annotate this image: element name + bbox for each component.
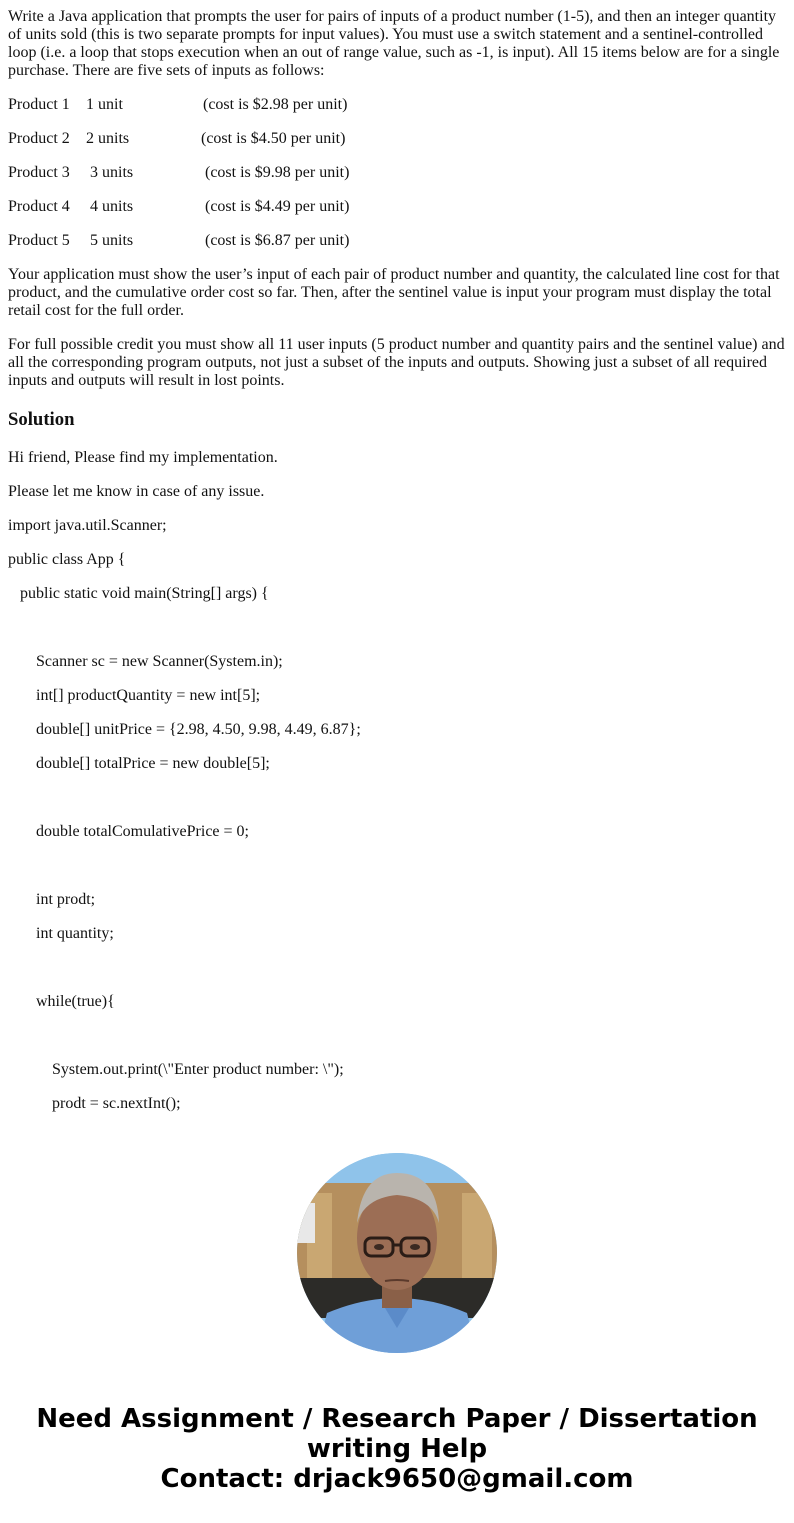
product-row-3 [8, 164, 350, 182]
banner-line-2: writing Help [306, 1434, 488, 1464]
product-qty: 5 units [90, 232, 134, 249]
product-qty: 1 unit [86, 96, 123, 113]
product-name: Product 2 [8, 130, 70, 147]
requirements-paragraph: Your application must show the user’s input of each pair of product number and quantity, the calculated line cost for that product, and the cumulative order cost so far. Then, after the sentinel value is input your program must display the total retail cost for the full order. [8, 266, 780, 319]
banner-contact: Contact: drjack9650@gmail.com [160, 1464, 634, 1494]
code-line: double[] unitPrice = {2.98, 4.50, 9.98, 4.49, 6.87}; [36, 721, 361, 738]
code-line: public class App { [8, 551, 126, 568]
solution-heading: Solution [8, 409, 75, 430]
product-cost: (cost is $9.98 per unit) [205, 164, 350, 181]
code-line: double[] totalPrice = new double[5]; [36, 755, 270, 772]
credit-paragraph: For full possible credit you must show all 11 user inputs (5 product number and quantity pairs and the sentinel value) and all the corresponding program outputs, not just a subset of the inputs and outputs. Showing just a subset of all required inputs and outputs will result in lost points. [8, 336, 785, 389]
code-line: import java.util.Scanner; [8, 517, 167, 534]
banner-line-1: Need Assignment / Research Paper / Dissertation [36, 1404, 758, 1434]
question-intro: Write a Java application that prompts the user for pairs of inputs of a product number (1-5), and then an integer quantity of units sold (this is two separate prompts for input values). You must use a switch statement and a sentinel-controlled loop (i.e. a loop that stops execution when an out of range value, such as -1, is input). All 15 items below are for a single purchase. There are five sets of inputs as follows: [8, 8, 780, 79]
code-line: System.out.print(\"Enter product number: \"); [52, 1061, 344, 1078]
product-name: Product 3 [8, 164, 70, 181]
product-name: Product 5 [8, 232, 70, 249]
product-qty: 4 units [90, 198, 134, 215]
code-line: double totalComulativePrice = 0; [36, 823, 249, 840]
product-cost: (cost is $2.98 per unit) [203, 96, 348, 113]
product-row-1 [8, 96, 348, 114]
code-line: public static void main(String[] args) { [20, 585, 269, 602]
product-cost: (cost is $6.87 per unit) [205, 232, 350, 249]
solution-note: Please let me know in case of any issue. [8, 483, 265, 500]
product-row-5 [8, 232, 350, 250]
code-line: Scanner sc = new Scanner(System.in); [36, 653, 283, 670]
product-name: Product 1 [8, 96, 70, 113]
product-row-2 [8, 130, 346, 148]
code-line: prodt = sc.nextInt(); [52, 1095, 181, 1112]
avatar-photo [297, 1153, 497, 1353]
code-line: int[] productQuantity = new int[5]; [36, 687, 261, 704]
help-banner [0, 1404, 794, 1494]
product-row-4 [8, 198, 350, 216]
product-qty: 2 units [86, 130, 130, 147]
product-cost: (cost is $4.50 per unit) [201, 130, 346, 147]
product-name: Product 4 [8, 198, 70, 215]
code-line: int prodt; [36, 891, 96, 908]
person-portrait-icon [297, 1153, 497, 1353]
product-cost: (cost is $4.49 per unit) [205, 198, 350, 215]
code-line: int quantity; [36, 925, 114, 942]
product-qty: 3 units [90, 164, 134, 181]
code-line: while(true){ [36, 993, 115, 1010]
solution-greeting: Hi friend, Please find my implementation. [8, 449, 278, 466]
